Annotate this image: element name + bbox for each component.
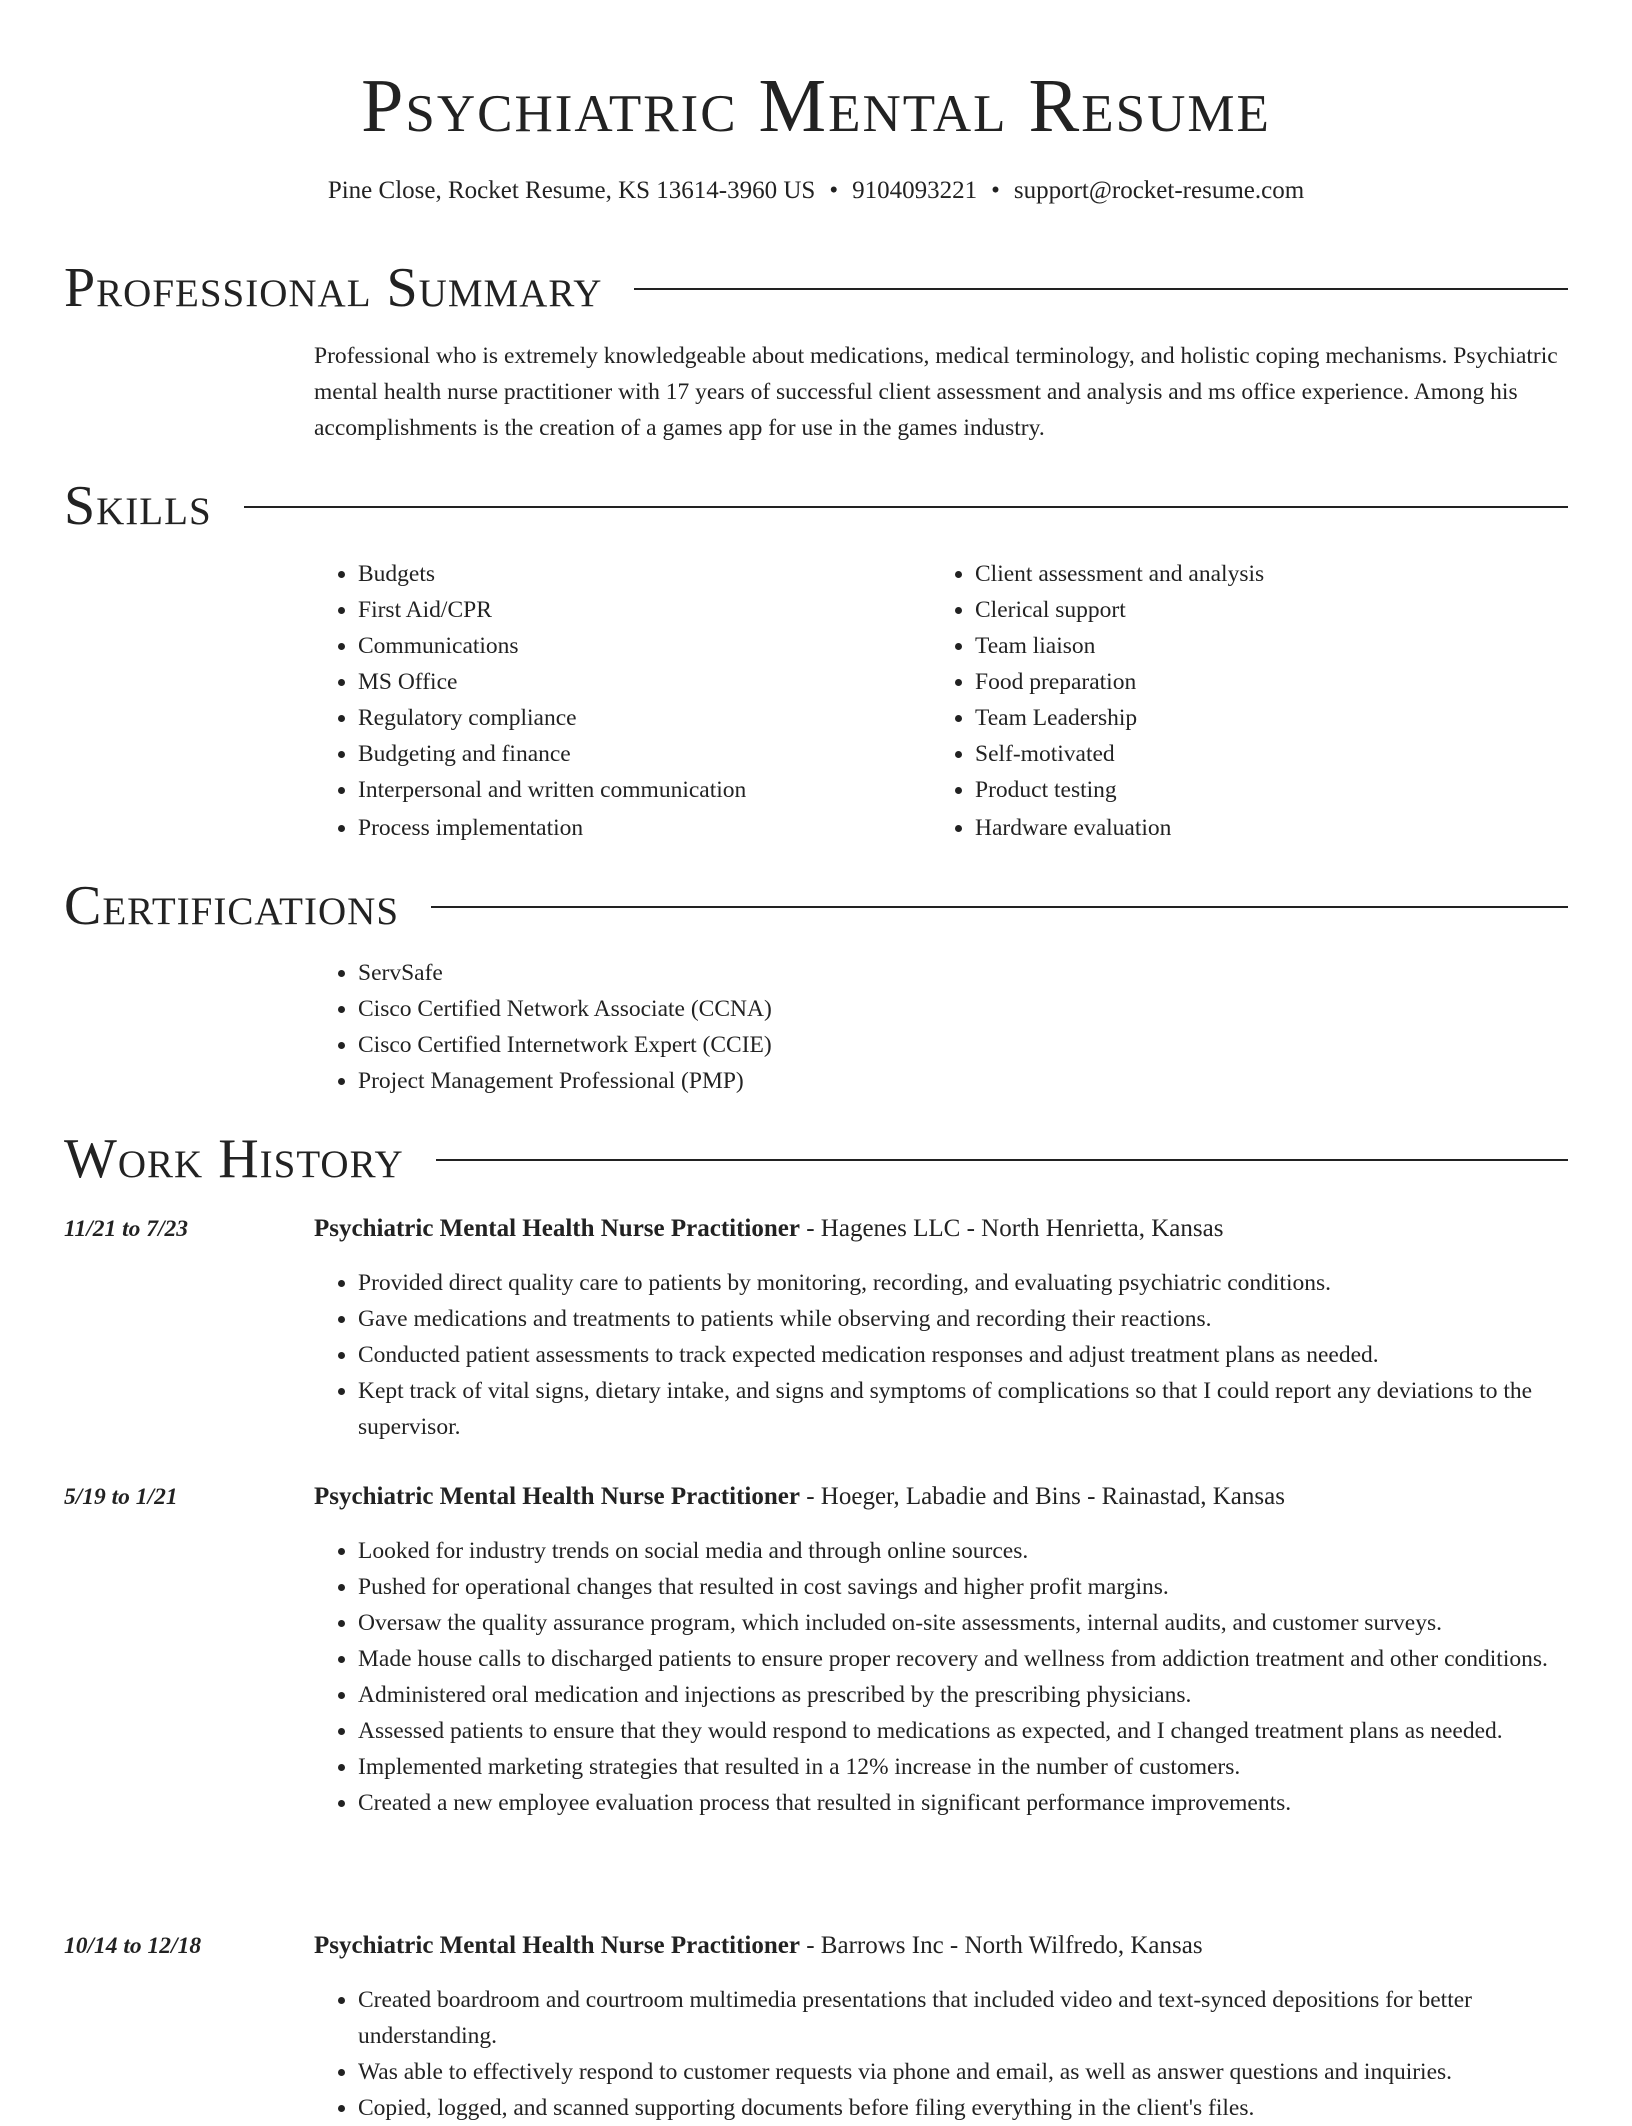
skill-item: • Food preparation [975,664,1551,700]
certifications-list [314,955,1514,1099]
skill-item: • Team Leadership [975,700,1551,736]
certification-item: • Project Management Professional (PMP) [358,1063,1514,1099]
job-title: Psychiatric Mental Health Nurse Practitioner [314,1483,800,1510]
skill-item: • Budgets [358,556,894,592]
skill-item: • Client assessment and analysis [975,556,1551,592]
phone: 9104093221 [852,177,978,204]
resume-name: Psychiatric Mental Resume [361,64,1271,148]
job-company-location: - Hoeger, Labadie and Bins - Rainastad, Kansas [799,1483,1285,1510]
job-dates: 10/14 to 12/18 [64,1933,202,1959]
job-title: Psychiatric Mental Health Nurse Practitioner [314,1932,800,1959]
summary-text: Professional who is extremely knowledgeable about medications, medical terminology, and holistic coping mechanisms. Psychiatric mental health nurse practitioner with 17 years of successful client assessment and analysis and ms office experience. Among his accomplishments is the creation of a games app for use in the games industry. [314,343,1558,441]
job-bullets [314,1265,1568,1445]
certifications-heading: Certifications [64,875,400,937]
job-title-line [314,1211,1564,1247]
job-bullet: • Conducted patient assessments to track expected medication responses and adjust treatment plans as needed. [358,1337,1568,1373]
job-bullet: • Pushed for operational changes that resulted in cost savings and higher profit margins. [358,1569,1568,1605]
job-bullet: • Assessed patients to ensure that they would respond to medications as expected, and I changed treatment plans as needed. [358,1713,1568,1749]
job-title-line [314,1479,1564,1515]
skill-item: • Regulatory compliance [358,700,894,736]
work-history-section-header [64,1127,1568,1191]
job-bullet: • Oversaw the quality assurance program, which included on-site assessments, internal audits, and customer surveys. [358,1605,1568,1641]
job-bullet: • Looked for industry trends on social media and through online sources. [358,1533,1568,1569]
skill-item: • Budgeting and finance [358,736,894,772]
section-divider [431,906,1568,908]
certification-item: • ServSafe [358,955,1514,991]
certification-item: • Cisco Certified Network Associate (CCNA) [358,991,1514,1027]
skill-item: • Team liaison [975,628,1551,664]
job-title-line [314,1928,1564,1964]
skills-column-1 [314,556,894,846]
job-bullet: • Gave medications and treatments to patients while observing and recording their reactions. [358,1301,1568,1337]
skill-item: • MS Office [358,664,894,700]
job-bullet: • Copied, logged, and scanned supporting documents before filing everything in the client's files. [358,2090,1568,2126]
job-dates: 5/19 to 1/21 [64,1484,178,1510]
address: Pine Close, Rocket Resume, KS 13614-3960 US [327,177,816,204]
job-bullet: • Created boardroom and courtroom multimedia presentations that included video and text-synced depositions for better understanding. [358,1982,1568,2054]
job-bullets [314,1982,1568,2126]
job-title: Psychiatric Mental Health Nurse Practitioner [314,1215,800,1242]
job-company-location: - Hagenes LLC - North Henrietta, Kansas [799,1215,1224,1242]
skill-item: • Self-motivated [975,736,1551,772]
skill-item: • Process implementation [358,810,894,846]
section-divider [244,506,1568,508]
contact-line [0,174,1632,208]
section-divider [634,288,1568,290]
section-divider [436,1159,1568,1161]
skills-list [931,556,1551,846]
separator: • [829,177,839,204]
skill-item: • Hardware evaluation [975,810,1551,846]
job-bullet: • Kept track of vital signs, dietary intake, and signs and symptoms of complications so that I could report any deviations to the supervisor. [358,1373,1568,1445]
job-bullet: • Was able to effectively respond to customer requests via phone and email, as well as answer questions and inquiries. [358,2054,1568,2090]
job-bullet: • Implemented marketing strategies that resulted in a 12% increase in the number of customers. [358,1749,1568,1785]
skills-list [314,556,894,846]
work-history-heading: Work History [64,1128,404,1190]
skills-heading: Skills [64,475,212,537]
skills-column-2 [931,556,1551,846]
job-company-location: - Barrows Inc - North Wilfredo, Kansas [799,1932,1203,1959]
job-bullet: • Made house calls to discharged patients to ensure proper recovery and wellness from addiction treatment and other conditions. [358,1641,1568,1677]
skill-item: • First Aid/CPR [358,592,894,628]
job-dates: 11/21 to 7/23 [64,1216,189,1242]
skill-item: • Communications [358,628,894,664]
summary-heading: Professional Summary [64,257,603,319]
certifications-section-header [64,874,1568,938]
job-bullet: • Provided direct quality care to patients by monitoring, recording, and evaluating psychiatric conditions. [358,1265,1568,1301]
job-bullets [314,1533,1568,1821]
certification-item: • Cisco Certified Internetwork Expert (CCIE) [358,1027,1514,1063]
skill-item: • Clerical support [975,592,1551,628]
skill-item: • Interpersonal and written communication [358,772,894,808]
job-bullet: • Created a new employee evaluation process that resulted in significant performance improvements. [358,1785,1568,1821]
skill-item: • Product testing [975,772,1551,808]
summary-section-header [64,256,1568,320]
skills-section-header [64,474,1568,538]
separator: • [991,177,1000,204]
email: support@rocket-resume.com [1013,177,1305,204]
job-bullet: • Administered oral medication and injections as prescribed by the prescribing physicians. [358,1677,1568,1713]
certifications-block [314,955,1514,1099]
